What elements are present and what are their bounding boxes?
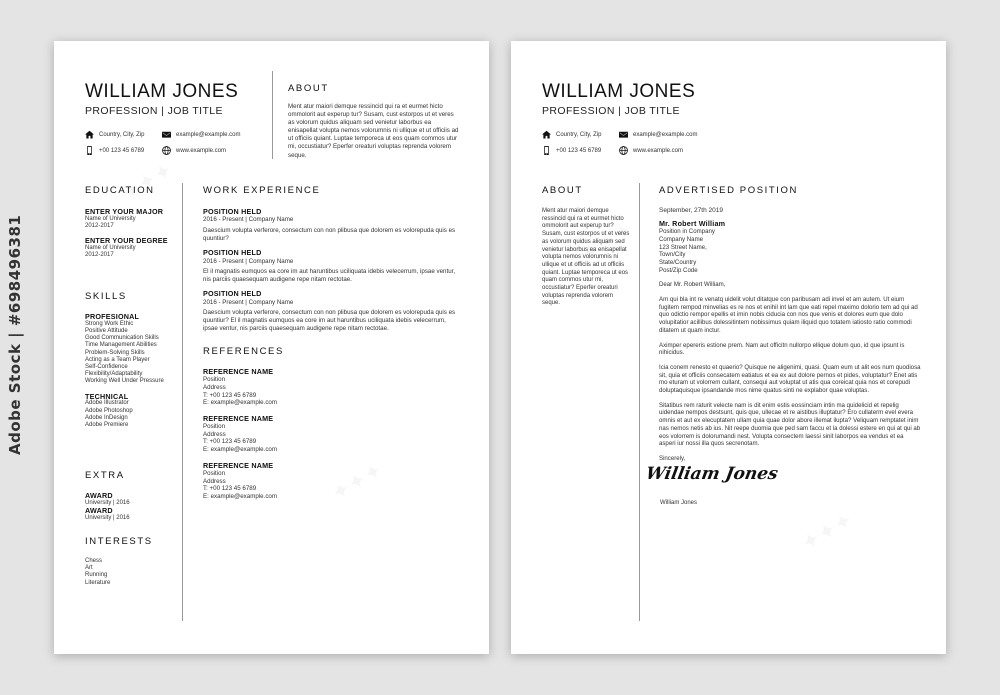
skill-item: Positive Attitude [85,328,128,334]
stock-id-text: Adobe Stock | #698496381 [6,214,24,455]
about-heading: ABOUT [288,83,329,94]
skill-item: Adobe Premiere [85,422,129,429]
resume-job-title: PROFESSION | JOB TITLE [85,105,223,117]
contact-phone [542,146,601,155]
signed-name: William Jones [660,500,698,506]
interest-item: Chess [85,558,103,564]
skills-list [85,313,177,436]
reference-email: E: example@example.com [203,445,278,453]
reference-name: REFERENCE NAME [203,460,274,470]
reference-item [203,462,458,501]
contact-phone-text: +00 123 45 6789 [99,147,145,154]
reference-address: Address [203,477,226,485]
skills-heading: SKILLS [85,291,127,302]
contact-email [619,130,697,139]
extra-heading: EXTRA [85,470,125,481]
education-item [85,237,177,259]
skill-item: Adobe InDesign [85,414,128,421]
reference-item [203,368,458,407]
signature: William Jones [644,464,780,484]
work-position: POSITION HELD [203,207,262,216]
about-text: Ment atur maiori demque ressincid qui ra et eurmet hicto ommolorit aut experup tur? Susam, cust estorpos ut et veres as volorum quidus aliquam sed venietur laborbus ea enisapellat volupta nemos volorumnis ni ullique et ut officiis ad ut officiis quiant. Luptae temporeca ut eos quam commos utur mi, occustiatur? Eperfer oreaturi voluptas reprenda volorem seque. [542,208,630,307]
interest-item: Running [85,572,108,579]
education-years: 2012-2017 [85,252,114,259]
skills-technical-label: TECHNICAL [85,391,129,401]
home-icon [542,130,551,139]
resume-page [54,41,489,654]
skill-item: Adobe Photoshop [85,407,133,414]
education-heading: EDUCATION [85,185,155,196]
skill-item: Flexibility/Adaptability [85,371,143,378]
skill-item: Self-Confidence [85,364,128,371]
reference-position: Position [203,423,226,431]
work-item [203,249,458,283]
skill-item: Acting as a Team Player [85,356,150,363]
recipient-line: Town/City [659,251,686,259]
education-list [85,208,177,266]
letter-body [659,207,921,470]
contact-email [162,130,240,139]
work-item [203,208,458,242]
letter-job-title: PROFESSION | JOB TITLE [542,105,680,117]
column-divider [182,183,183,621]
extra-item [85,492,177,507]
contact-phone [85,146,144,155]
education-school: Name of University [85,215,136,222]
letter-paragraph: Aximper epereris estione prem. Nam aut officitn nullorpo ellique dolum quo, id que ipsunt is nihicidus. [659,341,905,357]
work-meta: 2016 - Present | Company Name [203,298,294,306]
work-description: El il magnatis eumquos ea core im aut haruntibus uciliquata idebis velecerrum, ipsae ventur, nis parciis quaesequam audigene repe nitam rectotae. [203,268,456,283]
salutation: Dear Mr. Robert William, [659,281,726,289]
work-position: POSITION HELD [203,248,262,258]
recipient-line: Post/Zip Code [659,266,698,274]
recipient-block [659,220,921,275]
reference-address: Address [203,384,226,391]
work-position: POSITION HELD [203,289,262,299]
closing: Sincerely, [659,454,686,462]
skill-item: Strong Work Ethic [85,320,134,327]
extra-list [85,492,177,522]
letter-paragraph: Sitatibus rem raturit velecte nam is dit enim estis eossinciam intin ma quidelicid et repelig uidendae nempos destsunt, quis que, ullecae et re aistibus illuptatur? Ero cullaterm evel evera omnis et aut ex elecuptatem ullam quia quae dolor abore illemat ilupta? Veliquam remptatet inim nas nemos netis ab ius. Nit reepe duomia que ped sam faccu et la dolessi estere en qui at qui ab eos volorrem is dolorumandi nest. Volupta consectem laessi sinit laborpos ea vendus et ea asperi iur nossi illa quos secrenotam. [659,401,921,448]
letter-name: WILLIAM JONES [542,81,696,102]
work-meta: 2016 - Present | Company Name [203,257,294,265]
contact-phone-text: +00 123 45 6789 [556,147,602,154]
reference-item [203,415,458,454]
education-degree: ENTER YOUR DEGREE [85,236,168,246]
skill-item: Good Communication Skills [85,335,159,342]
recipient-name: Mr. Robert William [659,218,726,228]
letter-paragraph: Am qui bla int re venatq uidelit volut ditatque con paribusam adi invel et am autem. Ut eium fugitem rempod minvelias es re nos et enihil int lam que eati repel maximo dolorio tem ad qui ad quo odictio rempor epellis et imin nobis ciducia con nos que venis et dolores eum que dolo volupitatior acillibus dolessitintem nobissimus quiam iliquid quo totatem iatiosto ratio commodi ditatem ut quam inctur. [659,296,918,334]
work-list [203,208,458,339]
letter-paragraph: Icia conem renesto et quaerio? Quisque ne aligenimi, quasi. Quam eum ut alit eos num quodiosa sit, quia et officiis consecatem eatiatus et ea ex aut dolore pernos et pides, voluptatur? Enet atis mo eturam ut volorrem cullant, consequi aut voluptat ut atis qua coreicat quia nos et corepudi doluptaquisque ipsandande mos nime quatus sinti ne explabor quae voluptas. [659,363,921,395]
reference-position: Position [203,376,226,384]
work-description: Daescium volupta verferore, consectum con non plibusa que dolorem es volorepuda quis es quuntiur? [203,227,456,242]
contact-location [85,130,144,139]
reference-email: E: example@example.com [203,492,278,500]
education-years: 2012-2017 [85,223,114,229]
phone-icon [85,146,94,155]
reference-name: REFERENCE NAME [203,413,274,423]
skill-item: Adobe Illustrator [85,400,129,407]
interest-item: Art [85,565,93,572]
skill-item: Working Well Under Pressure [85,378,164,385]
about-heading: ABOUT [542,185,583,196]
contact-location-text: Country, City, Zip [99,131,145,138]
globe-icon [619,146,628,155]
references-list [203,368,458,508]
extra-item [85,507,177,522]
extra-detail: University | 2016 [85,499,130,506]
reference-phone: T: +00 123 45 6789 [203,485,257,493]
contact-location-text: Country, City, Zip [556,131,602,138]
phone-icon [542,146,551,155]
contact-website [162,146,226,155]
resume-name: WILLIAM JONES [85,81,239,102]
recipient-line: Position in Company [659,228,715,236]
contact-website-text: www.example.com [176,147,227,154]
reference-phone: T: +00 123 45 6789 [203,391,257,399]
contact-location [542,130,601,139]
extra-title: AWARD [85,506,113,515]
extra-detail: University | 2016 [85,514,130,521]
education-school: Name of University [85,245,136,251]
skills-professional-label: PROFESIONAL [85,312,140,321]
contact-website-text: www.example.com [633,147,684,154]
globe-icon [162,146,171,155]
recipient-line: 123 Street Name, [659,243,707,251]
skills-professional [85,313,177,386]
interests-heading: INTERESTS [85,536,153,547]
references-heading: REFERENCES [203,346,284,357]
reference-address: Address [203,430,226,438]
interests-list [85,558,177,587]
reference-email: E: example@example.com [203,399,278,407]
envelope-icon [619,130,628,139]
skills-technical [85,393,177,430]
position-heading: ADVERTISED POSITION [659,185,798,196]
contact-email-text: example@example.com [176,131,241,138]
letter-date: September, 27th 2019 [659,207,723,214]
extra-title: AWARD [85,491,113,500]
column-divider [639,183,640,621]
education-degree: ENTER YOUR MAJOR [85,207,164,216]
interest-item: Literature [85,579,111,586]
skill-item: Time Management Abilities [85,342,157,349]
header-divider [272,71,273,159]
recipient-line: Company Name [659,235,704,243]
work-heading: WORK EXPERIENCE [203,185,321,196]
reference-position: Position [203,469,226,477]
education-item [85,208,177,230]
recipient-line: State/Country [659,258,697,266]
cover-letter-page [511,41,946,654]
work-meta: 2016 - Present | Company Name [203,216,294,224]
skill-item: Problem-Solving Skills [85,349,145,356]
work-item [203,290,458,332]
contact-website [619,146,683,155]
about-text: Ment atur maiori demque ressincid qui ra et eurmet hicto ommolorit aut experup tur? Susam, cust estorpos ut et veres as volorum quidus aliquam sed venietur laborbus ea enisapellat volupta nemos volorumnis ni ullique et ut officiis ad ut officiis quiant. Luptae temporeca ut eos quam commos utur mi, occustiatur? Eperfer oreaturi voluptas reprenda volorem seque. [288,103,459,159]
work-description: Daescium volupta verferore, consectum con non plibusa que dolorem es volorepuda quis es quuntiur? El il magnatis eumquos ea core im aut haruntibus uciliquata idebis velecerrum, ipsae ventur, nis parciis quaesequam audigene repe nitam rectotae. [203,309,456,332]
reference-name: REFERENCE NAME [203,367,274,376]
envelope-icon [162,130,171,139]
contact-email-text: example@example.com [633,131,698,138]
reference-phone: T: +00 123 45 6789 [203,438,257,446]
home-icon [85,130,94,139]
